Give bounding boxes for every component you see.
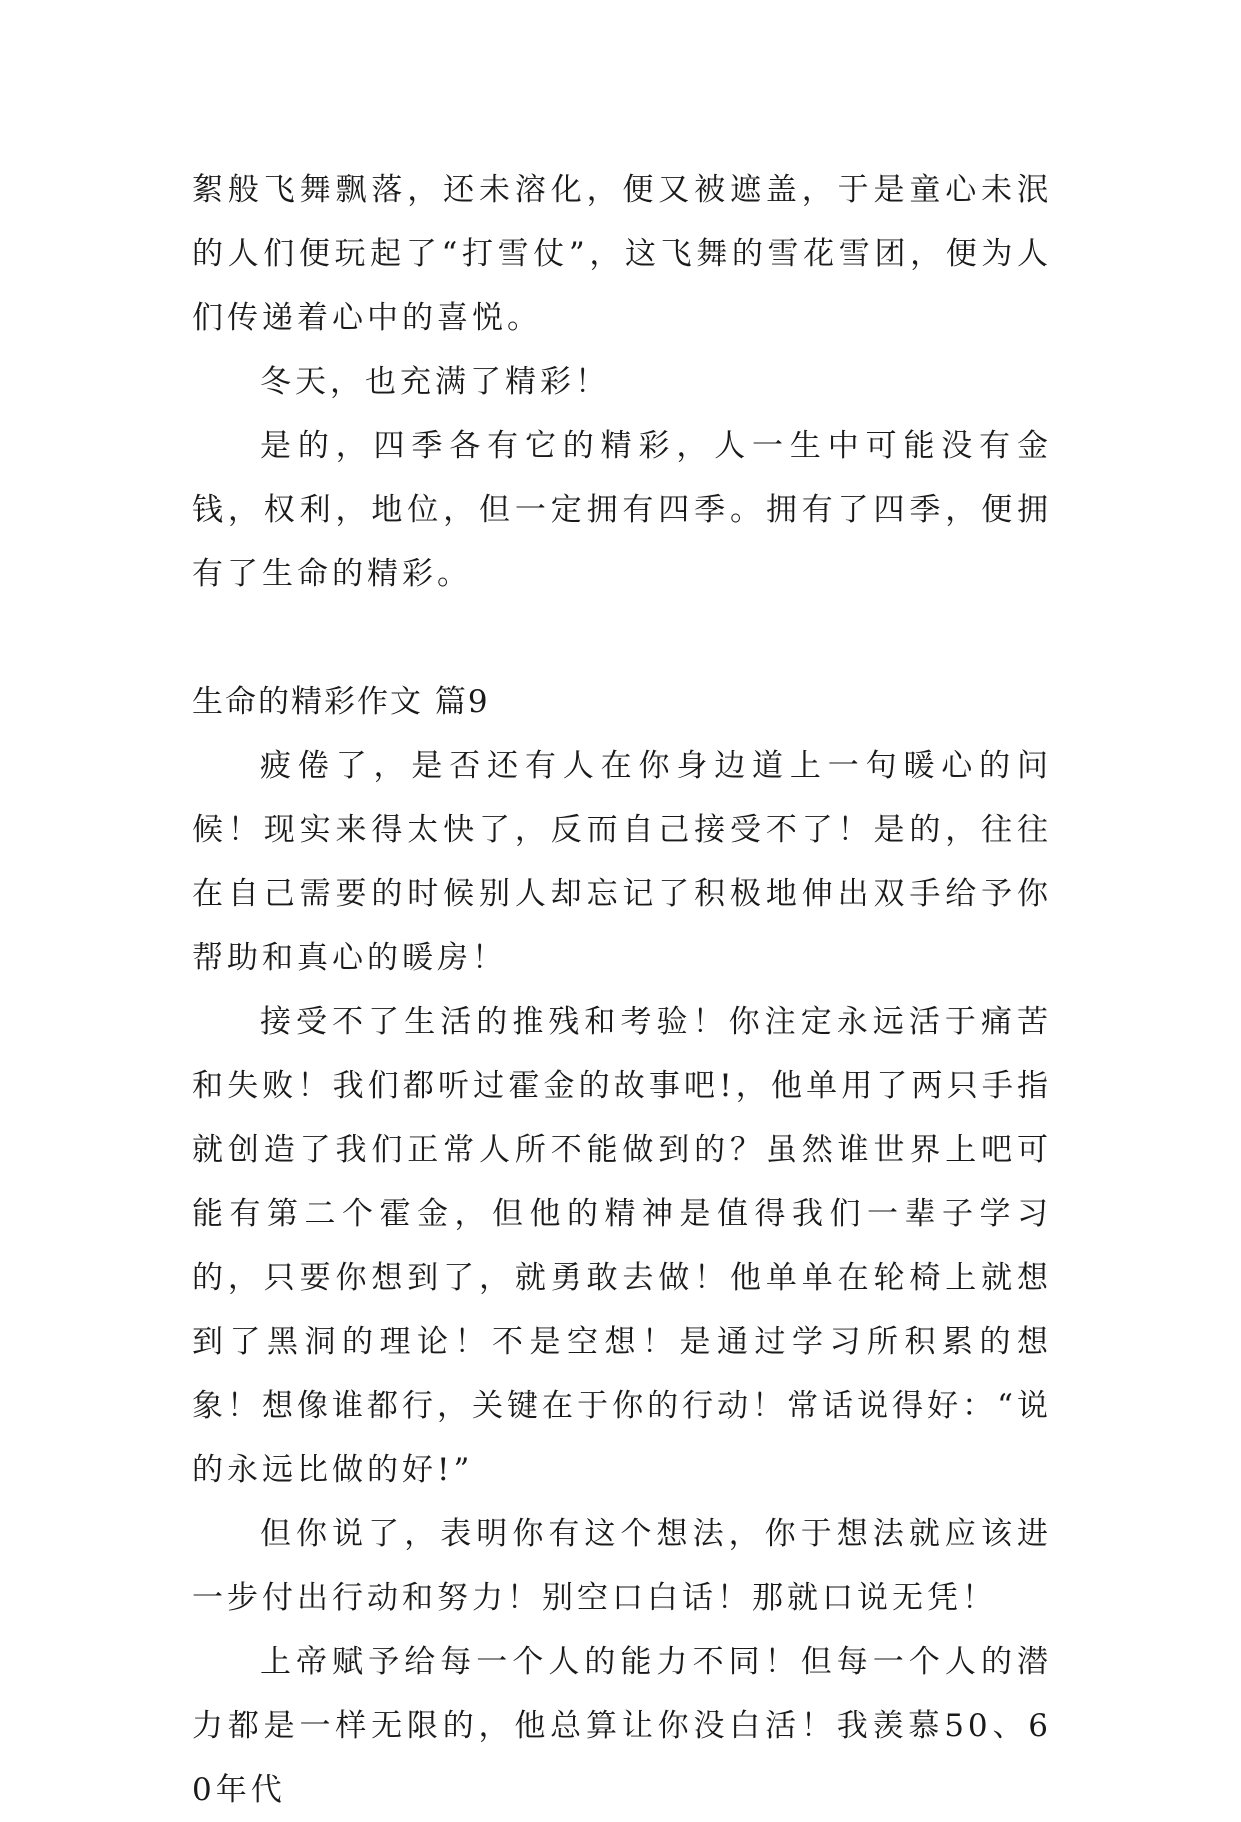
continued-paragraph: 絮般飞舞飘落，还未溶化，便又被遮盖，于是童心未泯的人们便玩起了“打雪仗”，这飞舞的雪花雪团，便为人们传递着心中的喜悦。 [192, 172, 1052, 336]
closing-paragraph: 是的，四季各有它的精彩，人一生中可能没有金钱，权利，地位，但一定拥有四季。拥有了四季，便拥有了生命的精彩。 [192, 428, 1052, 592]
document-body [192, 158, 1052, 1822]
winter-line: 冬天，也充满了精彩！ [260, 364, 610, 400]
paragraph: 接受不了生活的推残和考验！你注定永远活于痛苦和失败！我们都听过霍金的故事吧!，他单用了两只手指就创造了我们正常人所不能做到的？虽然谁世界上吧可能有第二个霍金，但他的精神是值得我们一辈子学习的，只要你想到了，就勇敢去做！他单单在轮椅上就想到了黑洞的理论！不是空想！是通过学习所积累的想象！想像谁都行，关键在于你的行动！常话说得好：“说的永远比做的好!” [192, 1004, 1052, 1488]
paragraph: 上帝赋予给每一个人的能力不同！但每一个人的潜力都是一样无限的，他总算让你没白活！我羡慕50、60年代 [192, 1644, 1052, 1808]
paragraph: 疲倦了，是否还有人在你身边道上一句暖心的问候！现实来得太快了，反而自己接受不了！是的，往往在自己需要的时候别人却忘记了积极地伸出双手给予你帮助和真心的暖房！ [192, 748, 1052, 976]
section-heading: 生命的精彩作文 篇9 [192, 684, 490, 720]
paragraph: 但你说了，表明你有这个想法，你于想法就应该进一步付出行动和努力！别空口白话！那就口说无凭！ [192, 1516, 1052, 1616]
